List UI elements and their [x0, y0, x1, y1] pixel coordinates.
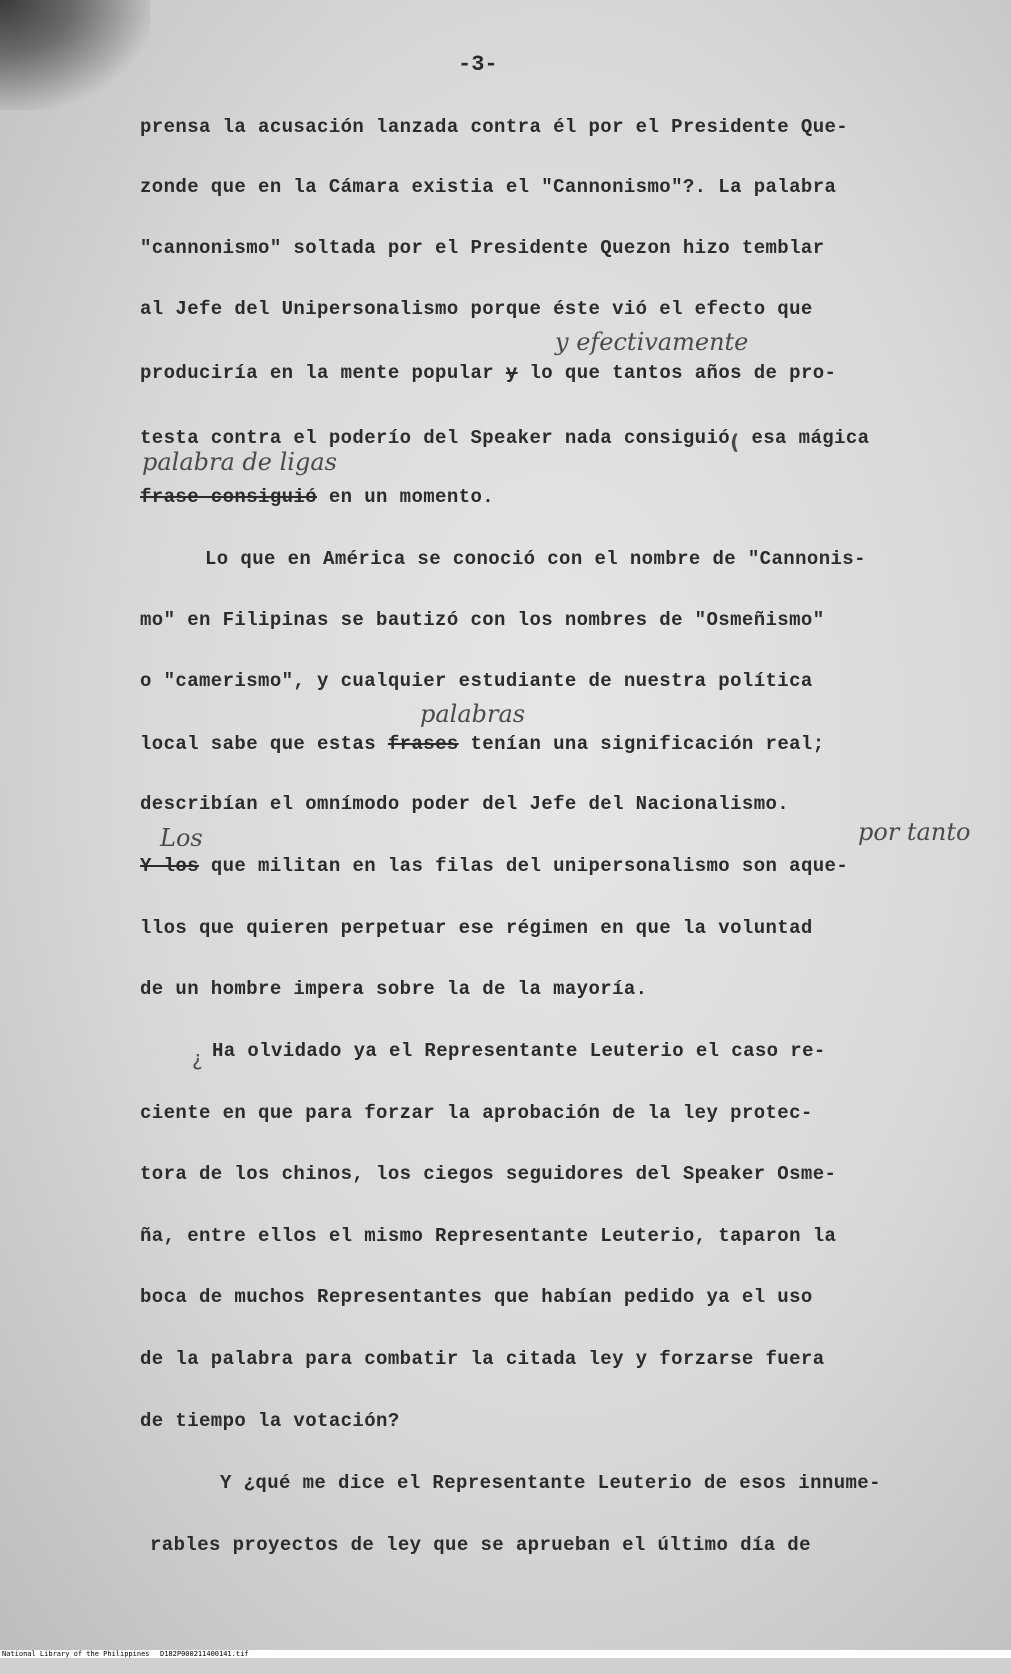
text-line: boca de muchos Representantes que habían pedido ya el uso — [140, 1286, 813, 1308]
insert-caret: ( — [730, 430, 740, 454]
library-credit: National Library of the Philippines — [2, 1650, 150, 1658]
handwritten-insert: por tanto — [858, 818, 971, 846]
handwritten-insert: palabra de ligas — [142, 448, 337, 476]
text-line: tora de los chinos, los ciegos seguidores del Speaker Osme- — [140, 1163, 837, 1185]
text-line: al Jefe del Unipersonalismo porque éste vió el efecto que — [140, 298, 813, 320]
text-line: prensa la acusación lanzada contra él por el Presidente Que- — [140, 116, 849, 138]
scan-corner-shadow — [0, 0, 150, 110]
text-line: Y los que militan en las filas del unipersonalismo son aque- — [140, 855, 849, 877]
struck-word: Y los — [140, 855, 200, 877]
paragraph-start-line: Ha olvidado ya el Representante Leuterio el caso re- — [212, 1040, 826, 1062]
struck-word: y — [505, 362, 518, 384]
paragraph-start-line: Y ¿qué me dice el Representante Leuterio de esos innume- — [220, 1472, 881, 1494]
page-number: -3- — [458, 52, 498, 77]
text-line: rables proyectos de ley que se aprueban el último día de — [150, 1534, 811, 1556]
scan-footer — [0, 1650, 1011, 1658]
text-line: ciente en que para forzar la aprobación de la ley protec- — [140, 1102, 813, 1124]
text-line: zonde que en la Cámara existia el "Cannonismo"?. La palabra — [140, 176, 837, 198]
handwritten-insert: ¿ — [192, 1046, 203, 1070]
text-line: frase consiguió en un momento. — [140, 486, 495, 508]
text-line: llos que quieren perpetuar ese régimen en que la voluntad — [140, 917, 813, 939]
handwritten-insert: palabras — [420, 700, 526, 728]
text-line: de un hombre impera sobre la de la mayoría. — [140, 978, 648, 1000]
text-line: describían el omnímodo poder del Jefe del Nacionalismo. — [140, 793, 790, 815]
struck-word: frases — [387, 733, 459, 755]
text-line: o "camerismo", y cualquier estudiante de nuestra política — [140, 670, 813, 692]
text-line: ña, entre ellos el mismo Representante Leuterio, taparon la — [140, 1225, 837, 1247]
text-line: de la palabra para combatir la citada ley y forzarse fuera — [140, 1348, 825, 1370]
text-line: de tiempo la votación? — [140, 1410, 400, 1432]
text-line: mo" en Filipinas se bautizó con los nombres de "Osmeñismo" — [140, 609, 825, 631]
paragraph-start-line: Lo que en América se conoció con el nombre de "Cannonis- — [205, 548, 866, 570]
handwritten-insert: Los — [160, 824, 203, 852]
text-line: local sabe que estas frases tenían una significación real; — [140, 733, 825, 755]
text-line: "cannonismo" soltada por el Presidente Quezon hizo temblar — [140, 237, 825, 259]
text-line: produciría en la mente popular y lo que tantos años de pro- — [140, 362, 837, 384]
struck-phrase: frase consiguió — [140, 486, 318, 508]
file-id: D182P000211400141.tif — [160, 1650, 249, 1658]
text-line: testa contra el poderío del Speaker nada consiguió( esa mágica — [140, 427, 870, 454]
handwritten-insert: y efectivamente — [555, 328, 749, 356]
